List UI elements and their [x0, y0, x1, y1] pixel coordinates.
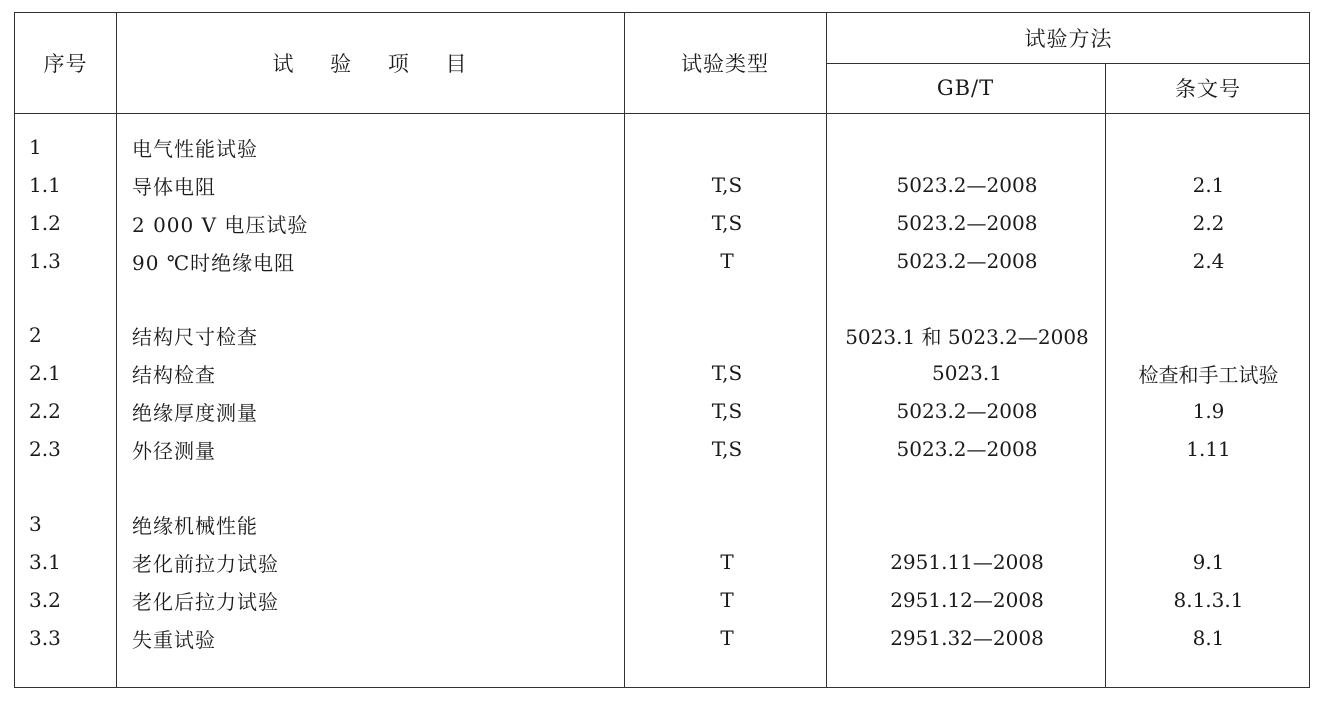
- row-item: 外径测量: [132, 438, 216, 463]
- row-gbt: 5023.2—2008: [896, 173, 1038, 197]
- header-bottom-line: [15, 113, 1309, 114]
- table-row: [15, 242, 1311, 280]
- row-no: 3.1: [29, 550, 61, 574]
- row-no: 1.3: [29, 249, 61, 273]
- row-clause: 1.9: [1192, 399, 1225, 423]
- header-gbt: GB/T: [936, 76, 995, 100]
- row-gbt: 5023.2—2008: [896, 399, 1038, 423]
- row-no: 2.3: [29, 437, 61, 461]
- row-type: T: [720, 550, 734, 574]
- row-no: 3: [29, 512, 42, 536]
- row-clause: 9.1: [1192, 550, 1225, 574]
- row-no: 3.3: [29, 626, 61, 650]
- table-row: [15, 430, 1311, 468]
- table-row: [15, 166, 1311, 204]
- row-gbt: 2951.11—2008: [890, 550, 1044, 574]
- row-gbt: 5023.2—2008: [896, 211, 1038, 235]
- row-item: 绝缘厚度测量: [132, 400, 258, 425]
- header-no: 序号: [43, 52, 88, 76]
- test-table: [14, 12, 1310, 688]
- row-no: 1.2: [29, 211, 61, 235]
- row-type: T,S: [711, 173, 743, 197]
- row-clause: 检查和手工试验: [1138, 362, 1279, 387]
- row-item: 2 000 V 电压试验: [132, 212, 309, 237]
- row-clause: 2.4: [1192, 249, 1225, 273]
- header-method: 试验方法: [1024, 27, 1113, 51]
- header-clause: 条文号: [1175, 77, 1241, 101]
- row-gbt: 2951.12—2008: [890, 588, 1044, 612]
- row-type: T: [720, 626, 734, 650]
- row-item: 老化前拉力试验: [132, 551, 279, 576]
- table-row: [15, 619, 1311, 657]
- table-row: [15, 543, 1311, 581]
- table-row: [15, 505, 1311, 543]
- row-gbt: 2951.32—2008: [890, 626, 1044, 650]
- row-no: 2.2: [29, 399, 61, 423]
- table-row: [15, 354, 1311, 392]
- row-clause: 2.1: [1192, 173, 1225, 197]
- row-no: 2: [29, 323, 42, 347]
- table-row: [15, 581, 1311, 619]
- row-gbt: 5023.1: [932, 361, 1002, 385]
- row-type: T: [720, 249, 734, 273]
- row-no: 1.1: [29, 173, 61, 197]
- row-item: 电气性能试验: [132, 136, 258, 161]
- row-type: T,S: [711, 361, 743, 385]
- row-gbt: 5023.1 和 5023.2—2008: [845, 324, 1089, 349]
- row-item: 失重试验: [132, 627, 216, 652]
- header-type: 试验类型: [681, 52, 769, 76]
- row-item: 导体电阻: [132, 174, 216, 199]
- row-item: 绝缘机械性能: [132, 513, 258, 538]
- row-clause: 1.11: [1186, 437, 1231, 461]
- table-row: [15, 392, 1311, 430]
- row-item: 结构尺寸检查: [132, 324, 258, 349]
- row-item: 结构检查: [132, 362, 216, 387]
- row-clause: 2.2: [1192, 211, 1225, 235]
- row-item: 老化后拉力试验: [132, 589, 279, 614]
- row-item: 90 ℃时绝缘电阻: [132, 250, 296, 275]
- header-item: 试 验 项 目: [272, 52, 468, 76]
- table-row: [15, 128, 1311, 166]
- row-no: 3.2: [29, 588, 61, 612]
- row-gbt: 5023.2—2008: [896, 437, 1038, 461]
- row-clause: 8.1.3.1: [1173, 588, 1244, 612]
- table-row: [15, 316, 1311, 354]
- row-clause: 8.1: [1192, 626, 1225, 650]
- row-no: 1: [29, 135, 42, 159]
- row-type: T,S: [711, 399, 743, 423]
- row-no: 2.1: [29, 361, 61, 385]
- row-type: T,S: [711, 211, 743, 235]
- table-row: [15, 204, 1311, 242]
- row-gbt: 5023.2—2008: [896, 249, 1038, 273]
- row-type: T: [720, 588, 734, 612]
- row-type: T,S: [711, 437, 743, 461]
